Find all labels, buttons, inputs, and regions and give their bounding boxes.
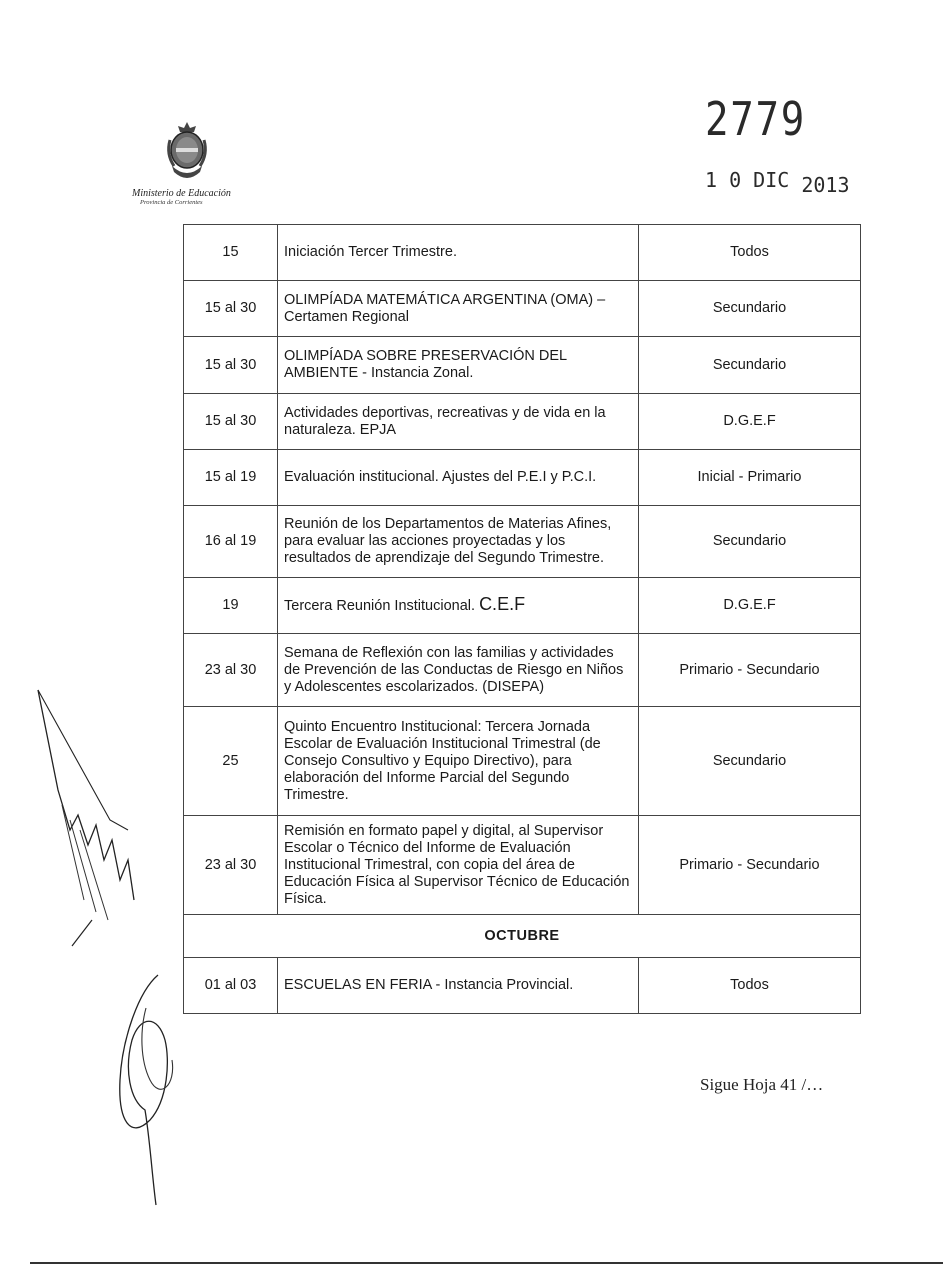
date-cell: 15: [184, 225, 278, 281]
level-cell: Primario - Secundario: [639, 634, 861, 707]
ministry-name: Ministerio de Educación: [132, 188, 231, 199]
date-cell: 19: [184, 578, 278, 634]
province-name: Provincia de Corrientes: [140, 199, 203, 206]
level-cell: Primario - Secundario: [639, 816, 861, 915]
continuation-note: Sigue Hoja 41 /…: [700, 1075, 824, 1094]
table-row: [184, 450, 861, 506]
resolution-number: 2779: [705, 92, 806, 146]
activity-cell: Evaluación institucional. Ajustes del P.E.I y P.C.I.: [278, 450, 639, 506]
date-cell: 16 al 19: [184, 506, 278, 578]
table-row: [184, 337, 861, 394]
resolution-date: [705, 168, 850, 197]
date-cell: 23 al 30: [184, 816, 278, 915]
level-cell: Secundario: [639, 506, 861, 578]
activity-cell: Actividades deportivas, recreativas y de vida en la naturaleza. EPJA: [278, 394, 639, 450]
activity-text: Tercera Reunión Institucional.: [284, 598, 476, 614]
bottom-rule: [30, 1262, 943, 1264]
date-cell: 23 al 30: [184, 634, 278, 707]
activity-cell: OLIMPÍADA MATEMÁTICA ARGENTINA (OMA) – Certamen Regional: [278, 281, 639, 337]
level-cell: D.G.E.F: [639, 394, 861, 450]
table-row: [184, 958, 861, 1014]
table-row: [184, 578, 861, 634]
level-cell: Todos: [639, 225, 861, 281]
activity-cell: Semana de Reflexión con las familias y actividades de Prevención de las Conductas de Riesgo en Niños y Adolescentes escolarizados. (DISEPA): [278, 634, 639, 707]
table-row: [184, 281, 861, 337]
level-cell: Inicial - Primario: [639, 450, 861, 506]
activity-cell: [278, 578, 639, 634]
level-cell: D.G.E.F: [639, 578, 861, 634]
stamp-year: 2013: [801, 173, 850, 197]
table-row: [184, 225, 861, 281]
date-cell: 15 al 30: [184, 394, 278, 450]
activity-cell: Reunión de los Departamentos de Materias Afines, para evaluar las acciones proyectadas y los resultados de aprendizaje del Segundo Trimestre.: [278, 506, 639, 578]
activity-suffix: C.E.F: [479, 594, 526, 614]
date-cell: 15 al 19: [184, 450, 278, 506]
activity-cell: Remisión en formato papel y digital, al Supervisor Escolar o Técnico del Informe de Evaluación Institucional Trimestral, con copia del área de Educación Física al Supervisor Técnico de Educación Física.: [278, 816, 639, 915]
coat-of-arms-icon: [164, 120, 210, 188]
date-cell: 25: [184, 707, 278, 816]
level-cell: Secundario: [639, 337, 861, 394]
date-cell: 15 al 30: [184, 337, 278, 394]
table-row: [184, 816, 861, 915]
ministry-logo: [130, 120, 250, 206]
level-cell: Secundario: [639, 707, 861, 816]
activity-cell: Quinto Encuentro Institucional: Tercera Jornada Escolar de Evaluación Institucional Trimestral (de Consejo Consultivo y Equipo Directivo), para elaboración del Informe Parcial del Segundo Trimestre.: [278, 707, 639, 816]
month-header: OCTUBRE: [184, 915, 861, 958]
level-cell: Todos: [639, 958, 861, 1014]
table-row: [184, 506, 861, 578]
stamp-day-month: 1 0 DIC: [705, 168, 790, 192]
schedule-table: [183, 224, 861, 1014]
date-cell: 01 al 03: [184, 958, 278, 1014]
activity-cell: OLIMPÍADA SOBRE PRESERVACIÓN DEL AMBIENTE - Instancia Zonal.: [278, 337, 639, 394]
date-cell: 15 al 30: [184, 281, 278, 337]
activity-cell: ESCUELAS EN FERIA - Instancia Provincial.: [278, 958, 639, 1014]
month-row: [184, 915, 861, 958]
level-cell: Secundario: [639, 281, 861, 337]
table-row: [184, 707, 861, 816]
table-row: [184, 634, 861, 707]
table-row: [184, 394, 861, 450]
activity-cell: Iniciación Tercer Trimestre.: [278, 225, 639, 281]
